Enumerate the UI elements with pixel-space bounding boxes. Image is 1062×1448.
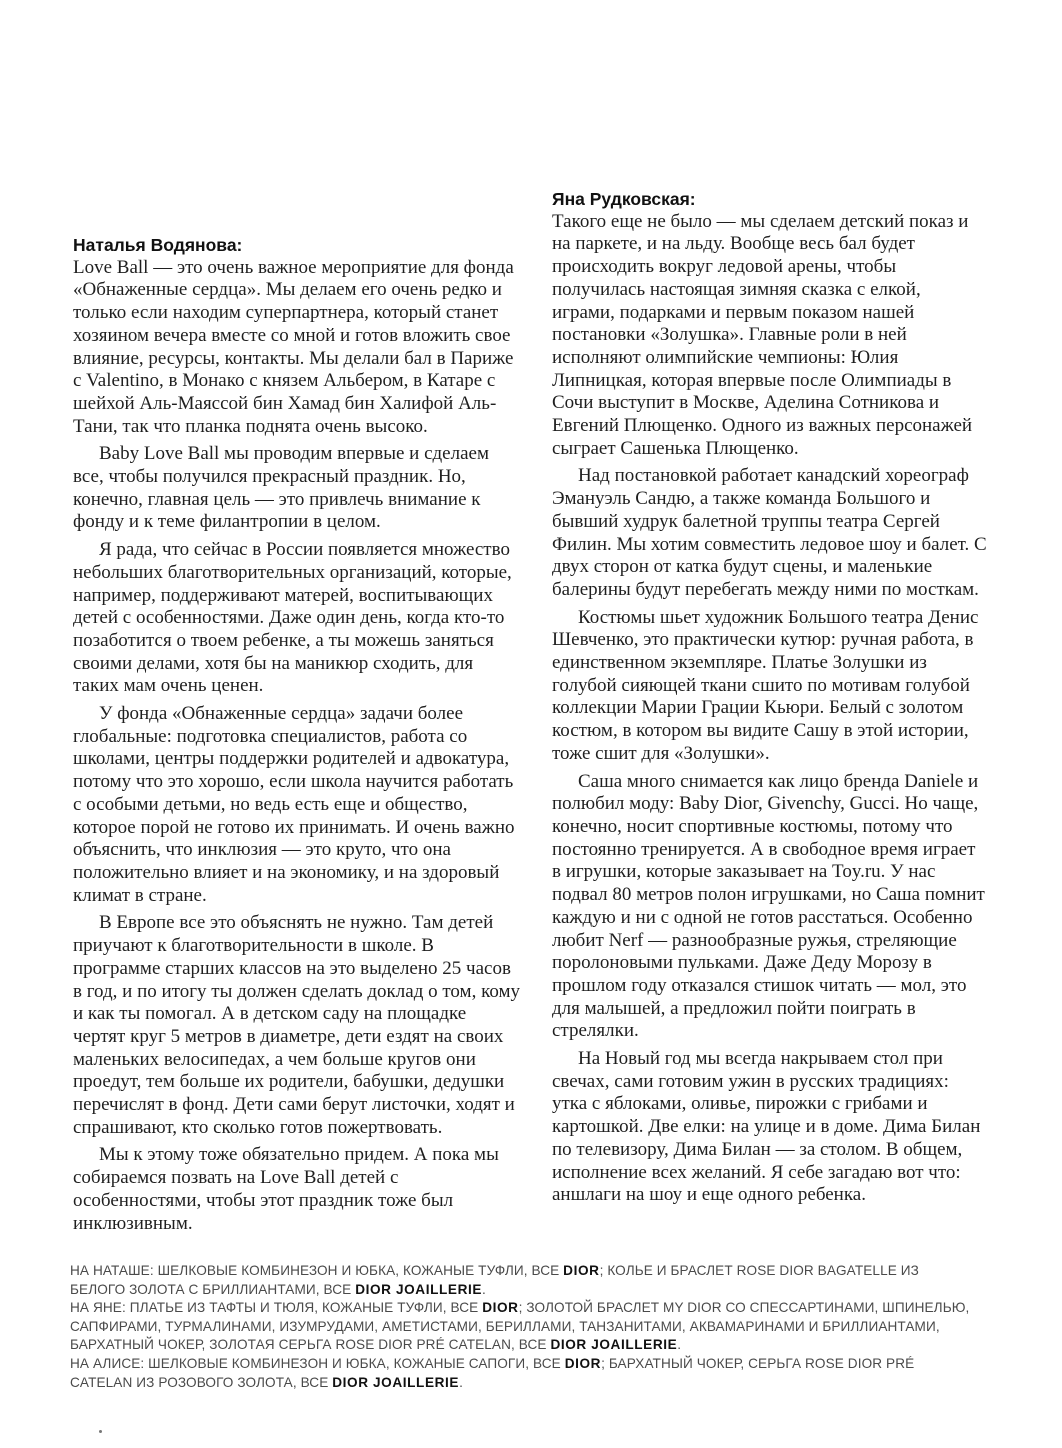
paragraph: У фонда «Обнаженные сердца» задачи более глобальные: подготовка специалистов, работа со школами, центры поддержки родителей и адвокатура, потому что это хорошо, если школа научится работать с особыми детьми, но ведь есть еще и общество, которое порой не готово их принимать. И очень важно объяснить, что инклюзия — это круто, что она положительно влияет и на экономику, и на здоровый климат в стране. xyxy=(73,703,515,906)
paragraph: Над постановкой работает канадский хореограф Эмануэль Сандю, а также команда Большого и бывший худрук балетной труппы театра Сергей Филин. Мы хотим совместить ледовое шоу и балет. С двух сторон от катка будут сцены, и маленькие балерины будут перебегать между ними по мосткам. xyxy=(552,465,987,600)
credit-line xyxy=(70,1262,970,1299)
paragraph: Я рада, что сейчас в России появляется множество небольших благотворительных организаций, которые, например, поддерживают матерей, воспитывающих детей с особенностями. Даже один день, когда кто-то позаботится о твоем ребенке, а ты можешь заняться своими делами, хотя бы на маникюр сходить, для таких мам очень ценен. xyxy=(73,539,512,697)
brand-name: DIOR JOAILLERIE xyxy=(550,1337,678,1353)
paragraph: Саша много снимается как лицо бренда Daniele и полюбил моду: Baby Dior, Givenchy, Gucci. Но чаще, конечно, носит спортивные костюмы, потому что постоянно тренируется. А в свободное время играет в игрушки, которые заказывает на Toy.ru. У нас подвал 80 метров полон игрушками, но Саша помнит каждую и ни с одной не готов расстаться. Особенно любит Nerf — разнообразные ружья, стреляющие поролоновыми пульками. Даже Деду Морозу в прошлом году отказался стишок читать — мол, это для малышей, а предложил пойти поиграть в стрелялки. xyxy=(552,770,985,1042)
credit-text: ; ЗОЛОТОЙ БРАСЛЕТ MY DIOR СО СПЕССАРТИНАМИ, ШПИНЕЛЬЮ, САПФИРАМИ, ТУРМАЛИНАМИ, ИЗУМРУДАМИ, АМЕТИСТАМИ, БЕРИЛЛАМИ, ТАНЗАНИТАМИ, АКВАМАРИНАМИ И БРИЛЛИАНТАМИ, БАРХАТНЫЙ ЧОКЕР, ЗОЛОТАЯ СЕРЬГА ROSE DIOR PRÉ CATELAN, ВСЕ xyxy=(70,1300,970,1353)
brand-name: DIOR xyxy=(564,1355,602,1371)
credit-text: ; БАРХАТНЫЙ ЧОКЕР, СЕРЬГА ROSE DIOR PRÉ CATELAN ИЗ РОЗОВОГО ЗОЛОТА, ВСЕ xyxy=(70,1355,915,1390)
credit-text: . xyxy=(677,1337,682,1353)
brand-name: DIOR JOAILLERIE xyxy=(355,1281,483,1297)
right-interview-column xyxy=(552,188,988,1212)
credit-text: ; КОЛЬЕ И БРАСЛЕТ ROSE DIOR BAGATELLE ИЗ БЕЛОГО ЗОЛОТА С БРИЛЛИАНТАМИ, ВСЕ xyxy=(70,1263,919,1297)
fashion-credits xyxy=(70,1262,970,1392)
paragraph: Мы к этому тоже обязательно придем. А пока мы собираемся позвать на Love Ball детей с особенностями, чтобы этот праздник тоже был инклюзивным. xyxy=(73,1144,499,1234)
brand-name: DIOR xyxy=(482,1300,519,1316)
brand-name: DIOR JOAILLERIE xyxy=(332,1374,460,1390)
credit-line xyxy=(70,1299,970,1355)
paragraph: Костюмы шьет художник Большого театра Денис Шевченко, это практически кутюр: ручная работа, в единственном экземпляре. Платье Золушки из голубой сияющей ткани сшито по мотивам голубой коллекции Марии Грации Кьюри. Белый с золотом костюм, в котором вы видите Сашу в этой истории, тоже сшит для «Золушки». xyxy=(552,606,979,764)
paragraph: Такого еще не было — мы сделаем детский показ и на паркете, и на льду. Вообще весь бал будет происходить вокруг ледовой арены, чтобы получилась настоящая зимняя сказка с елкой, играми, подарками и первым показом нашей постановки «Золушка». Главные роли в ней исполняют олимпийские чемпионы: Юлия Липницкая, которая впервые после Олимпиады в Сочи выступит в Москве, Аделина Сотникова и Евгений Плющенко. Одного из важных персонажей сыграет Сашенька Плющенко. xyxy=(552,210,973,459)
credit-text: . xyxy=(459,1374,463,1390)
credit-text: НА НАТАШЕ: ШЕЛКОВЫЕ КОМБИНЕЗОН И ЮБКА, КОЖАНЫЕ ТУФЛИ, ВСЕ xyxy=(70,1263,564,1278)
credit-text: НА АЛИСЕ: ШЕЛКОВЫЕ КОМБИНЕЗОН И ЮБКА, КОЖАНЫЕ САПОГИ, ВСЕ xyxy=(70,1355,565,1371)
credit-line xyxy=(70,1355,970,1392)
left-interview-column xyxy=(73,234,521,1240)
paragraph: В Европе все это объяснять не нужно. Там детей приучают к благотворительности в школе. В программе старших классов на это выделено 25 часов в год, и по итогу ты должен сделать доклад о том, кому и как ты помогал. А в детском саду на площадке чертят круг 5 метров в диаметре, дети ездят на своих маленьких велосипедах, а чем больше кругов они проедут, тем больше их родители, бабушки, дедушки перечислят в фонд. Дети сами берут листочки, ходят и спрашивают, кто сколько готов пожертвовать. xyxy=(73,912,521,1138)
credit-text: . xyxy=(482,1281,486,1297)
paragraph: Baby Love Ball мы проводим впервые и сделаем все, чтобы получился прекрасный праздник. Но, конечно, главная цель — это привлечь внимание к фонду и к теме филантропии в целом. xyxy=(73,443,489,533)
brand-name: DIOR xyxy=(563,1263,600,1278)
speaker-name: Наталья Водянова: xyxy=(73,235,243,255)
page-dot-mark xyxy=(99,1430,102,1433)
credit-text: НА ЯНЕ: ПЛАТЬЕ ИЗ ТАФТЫ И ТЮЛЯ, КОЖАНЫЕ ТУФЛИ, ВСЕ xyxy=(70,1300,483,1316)
paragraph: Love Ball — это очень важное мероприятие для фонда «Обнаженные сердца». Мы делаем его очень редко и только если находим суперпартнера, который станет хозяином вечера вместе со мной и готов вложить свое влияние, ресурсы, контакты. Мы делали бал в Париже с Valentino, в Монако с князем Альбером, в Катаре с шейхой Аль-Маяссой бин Хамад бин Халифой Аль-Тани, так что планка поднята очень высоко. xyxy=(73,256,514,437)
speaker-name: Яна Рудковская: xyxy=(552,189,696,209)
paragraph: На Новый год мы всегда накрываем стол при свечах, сами готовим ужин в русских традициях: утка с яблоками, оливье, пирожки с грибами и картошкой. Две елки: на улице и в доме. Дима Билан по телевизору, Дима Билан — за столом. В общем, исполнение всех желаний. Я себе загадаю вот что: аншлаги на шоу и еще одного ребенка. xyxy=(552,1048,981,1206)
